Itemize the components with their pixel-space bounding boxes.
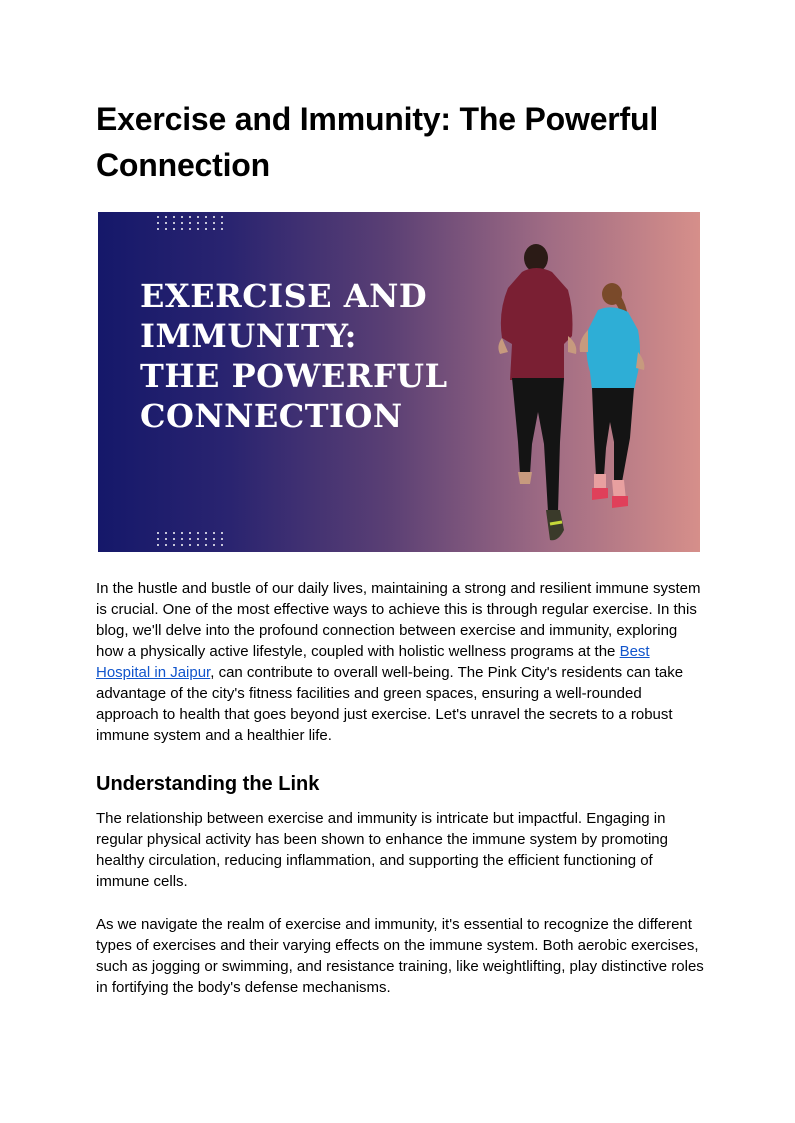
male-runner-figure — [498, 244, 576, 540]
best-hospital-link[interactable]: Best Hospital in Jaipur — [96, 643, 650, 681]
hero-title-line-1: EXERCISE AND — [140, 277, 428, 315]
body-paragraph-relationship: The relationship between exercise and immunity is intricate but impactful. Engaging in regular physical activity has been shown to enhance the immune system by promoting healthy circulation, reducing inflammation, and supporting the efficient functioning of immune cells. — [96, 810, 668, 890]
hero-title-line-3: THE POWERFUL — [140, 357, 448, 395]
section-heading: Understanding the Link — [96, 773, 320, 795]
hero-banner-title — [140, 276, 480, 436]
intro-paragraph — [96, 578, 706, 746]
intro-text-after-link: , can contribute to overall well-being. The Pink City's residents can take advantage of the city's fitness facilities and green spaces, ensuring a well-rounded approach to health that goes beyond just exercise. Let's unravel the secrets to a robust immune system and a healthier life. — [96, 664, 684, 744]
page-title: Exercise and Immunity: The Powerful Connection — [96, 101, 659, 183]
hero-title-line-2: IMMUNITY: — [140, 317, 357, 355]
decorative-dot-grid-bottom — [154, 530, 226, 548]
intro-text-before-link: In the hustle and bustle of our daily lives, maintaining a strong and resilient immune system is crucial. One of the most effective ways to achieve this is through regular exercise. In this blog, we'll delve into the profound connection between exercise and immunity, exploring how a physically active lifestyle, coupled with holistic wellness programs at the — [96, 580, 701, 660]
hero-title-line-4: CONNECTION — [140, 397, 403, 435]
body-paragraph-exercise-types: As we navigate the realm of exercise and immunity, it's essential to recognize the different types of exercises and their varying effects on the immune system. Both aerobic exercises, such as jogging or swimming, and resistance training, like weightlifting, play distinctive roles in fortifying the body's defense mechanisms. — [96, 916, 704, 996]
hero-banner-image — [98, 212, 700, 552]
runners-icon — [488, 212, 700, 552]
female-runner-figure — [580, 283, 645, 508]
decorative-dot-grid-top — [154, 214, 226, 232]
